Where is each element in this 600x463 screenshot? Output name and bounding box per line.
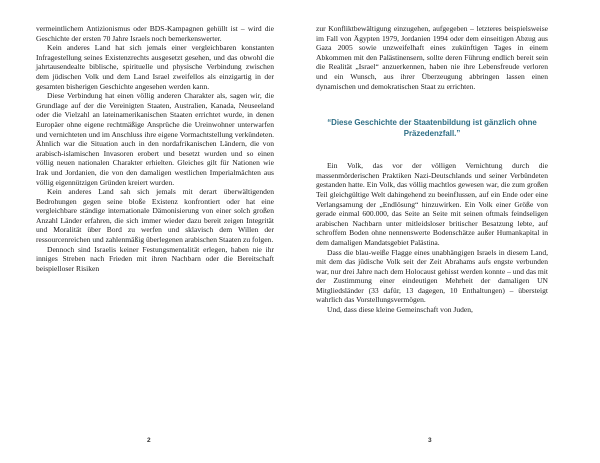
left-paragraph-2: Kein anderes Land hat sich jemals einer vergleichbaren konstanten Infragestellung seines Existenzrechts ausgesetzt gesehen, und das obwohl die jahrtausendealte biblische, spirituelle und physische Verbindung zwischen dem jüdischen Volk und dem Land Israel zweifellos als einzigartig in der gesamten bisherigen Geschichte angesehen werden kann. [36, 43, 274, 91]
right-paragraph-3: Dass die blau-weiße Flagge eines unabhängigen Israels in diesem Land, mit dem das jüdische Volk seit der Zeit Abrahams aufs engste verbunden war, nur drei Jahre nach dem Holocaust gehisst werden konnte – und das mit der Zustimmung einer eindeutigen Mehrheit der damaligen UN Mitgliedsländer (33 dafür, 13 dagegen, 10 Enthaltungen) – übersteigt wahrlich das Vorstellungsvermögen. [316, 247, 548, 305]
pull-quote: “Diese Geschichte der Staatenbildung ist gänzlich ohne Präzedenzfall.” [327, 118, 537, 139]
left-paragraph-5: Dennoch sind Israelis keiner Festungsmentalität erlegen, haben nie ihr inniges Streben nach Frieden mit ihren Nachbarn oder die Bereitschaft beispielloser Risiken [36, 244, 274, 273]
left-paragraph-1: vermeintlichem Antizionismus oder BDS-Kampagnen gehüllt ist – wird die Geschichte der ersten 70 Jahre Israels noch bemerkenswerter. [36, 24, 274, 43]
page-number-left: 2 [147, 437, 151, 444]
page-number-right: 3 [428, 437, 432, 444]
left-paragraph-3: Diese Verbindung hat einen völlig anderen Charakter als, sagen wir, die Grundlage auf der die Vereinigten Staaten, Australien, Kanada, Neuseeland oder die Vielzahl an lateinamerikanischen Staaten errichtet wurde, in denen Europäer ohne eigene rechtmäßige Ansprüche die Ureinwohner unterwarfen und vernichteten und im Anschluss ihre eigene Vormachtstellung verkündeten. Ähnlich war die Situation auch in den nordafrikanischen Ländern, die von arabisch-islamischen Invasoren erobert und besetzt wurden und so einen völlig neuen nationalen Charakter erhielten. Gleiches gilt für Nationen wie Irak und Jordanien, die von den damaligen westlichen Imperialmächten aus völlig eigennützigen Gründen kreiert wurden. [36, 91, 274, 187]
left-page [36, 24, 274, 273]
right-paragraph-2: Ein Volk, das vor der völligen Vernichtung durch die massenmörderischen Praktiken Nazi-Deutschlands und seiner Verbündeten gestanden hatte. Ein Volk, das völlig machtlos gewesen war, die zum großen Teil gleichgültige Welt dahingehend zu beeinflussen, auf ein Ende oder eine Verlangsamung der „Endlösung“ hinzuwirken. Ein Volk einer Größe von gerade einmal 600.000, das Seite an Seite mit seinen oftmals feindseligen arabischen Nachbarn unter mitleidsloser britischer Besatzung lebte, auf schroffem Boden ohne nennenswerte Bodenschätze außer Humankapital in dem damaligen Mandatsgebiet Palästina. [316, 161, 548, 247]
right-page [316, 24, 548, 315]
left-paragraph-4: Kein anderes Land sah sich jemals mit derart überwältigenden Bedrohungen gegen seine bloße Existenz konfrontiert oder hat eine vergleichbare ständige internationale Dämonisierung von einer solch großen Anzahl Länder erfahren, die sich immer wieder dazu bereit zeigen Integrität und Moralität über Bord zu werfen und sklavisch dem Willen der ressourcenreichen und zahlenmäßig überlegenen arabischen Staaten zu folgen. [36, 187, 274, 245]
right-paragraph-4: Und, dass diese kleine Gemeinschaft von Juden, [327, 305, 473, 315]
right-paragraph-1: zur Konfliktbewältigung einzugehen, aufgegeben – letzteres beispielsweise im Fall von Ägypten 1979, Jordanien 1994 oder dem einseitigen Abzug aus Gaza 2005 sowie unzweifelhaft eines zukünftigen Tages in einem Abkommen mit den Palästinensern, sollte deren Führung endlich bereit sein die Realität „Israel“ anzuerkennen, haben nie ihre Lebensfreude verloren und ein Wunsch, aus ihrer Überzeugung abbringen lassen einen dynamischen und demokratischen Staat zu errichten. [316, 24, 548, 91]
